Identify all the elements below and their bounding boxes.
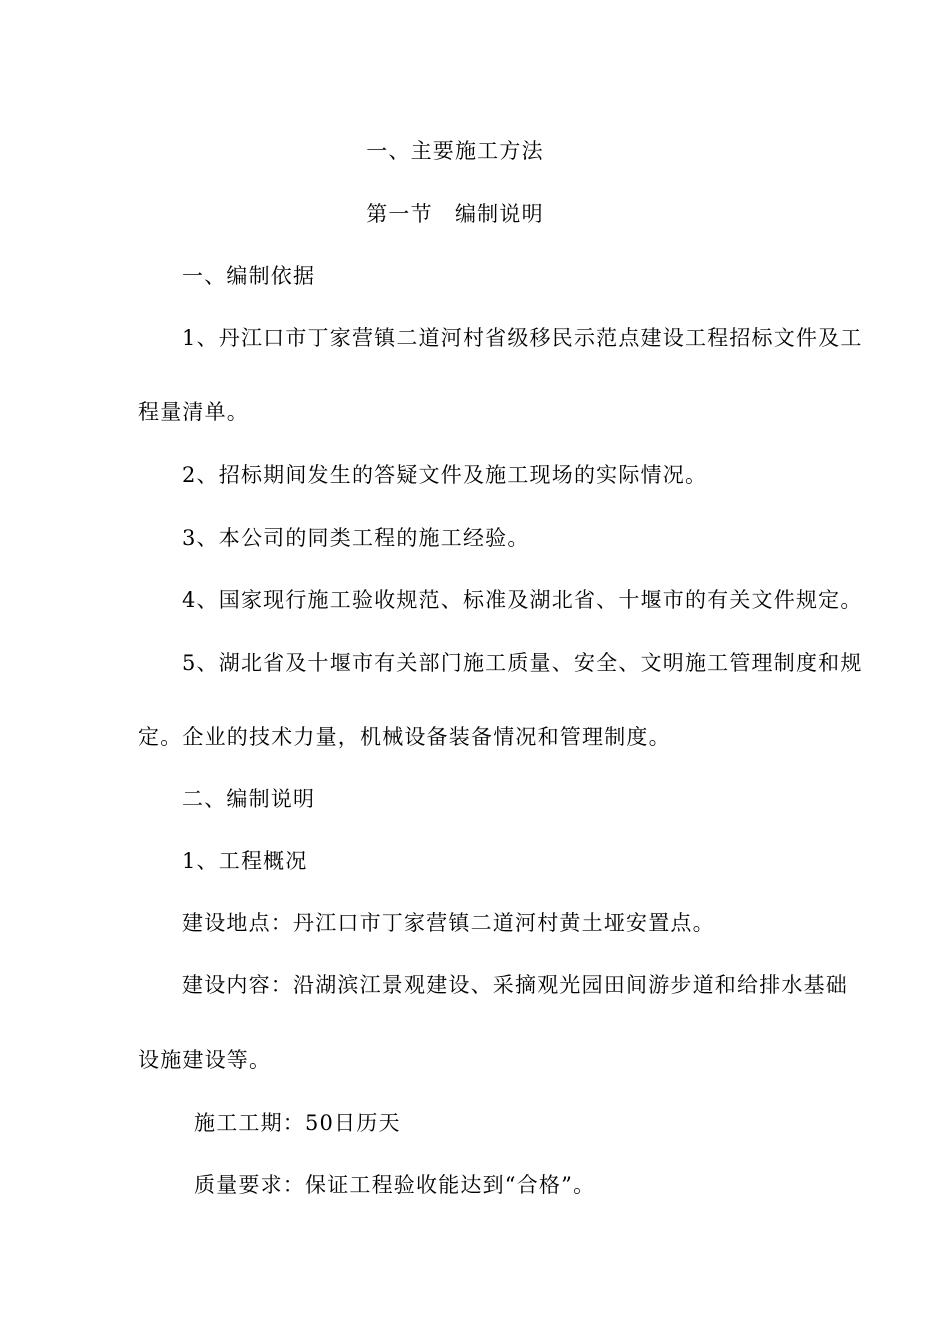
basis-item-1-line-2: 程量清单。: [138, 400, 249, 424]
construction-duration: 施工工期：50日历天: [194, 1111, 401, 1135]
quality-requirement: 质量要求：保证工程验收能达到“合格”。: [194, 1173, 596, 1197]
construction-location: 建设地点：丹江口市丁家营镇二道河村黄土垭安置点。: [182, 911, 715, 935]
overview-heading: 1、工程概况: [182, 849, 308, 873]
document-title: 一、主要施工方法: [366, 139, 544, 163]
basis-item-4: 4、国家现行施工验收规范、标准及湖北省、十堰市的有关文件规定。: [182, 588, 863, 612]
basis-item-3: 3、本公司的同类工程的施工经验。: [182, 526, 530, 550]
construction-content-line-2: 设施建设等。: [138, 1048, 272, 1072]
section-heading: 第一节 编制说明: [366, 202, 544, 226]
heading-basis: 一、编制依据: [182, 264, 316, 288]
heading-explain: 二、编制说明: [182, 787, 316, 811]
basis-item-5-line-1: 5、湖北省及十堰市有关部门施工质量、安全、文明施工管理制度和规: [182, 651, 863, 675]
basis-item-5-line-2: 定。企业的技术力量，机械设备装备情况和管理制度。: [138, 725, 671, 749]
basis-item-1-line-1: 1、丹江口市丁家营镇二道河村省级移民示范点建设工程招标文件及工: [182, 326, 863, 350]
construction-content-line-1: 建设内容：沿湖滨江景观建设、采摘观光园田间游步道和给排水基础: [182, 973, 848, 997]
basis-item-2: 2、招标期间发生的答疑文件及施工现场的实际情况。: [182, 463, 708, 487]
